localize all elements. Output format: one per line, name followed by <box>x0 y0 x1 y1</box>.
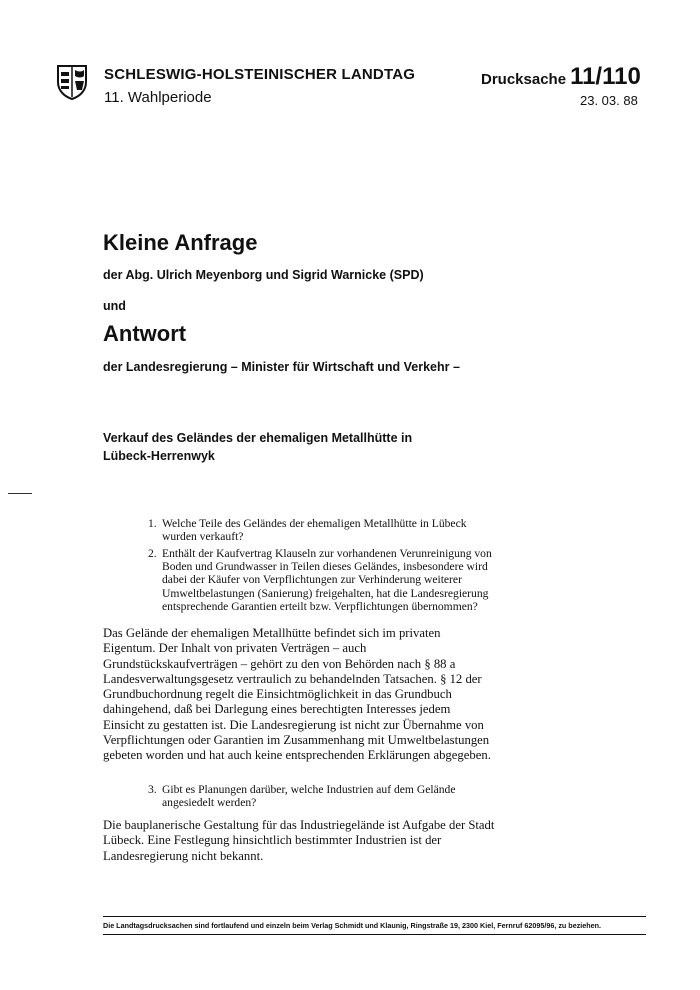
question-text: Welche Teile des Geländes der ehemaligen Metallhütte in Lübeck wurden verkauft? <box>162 517 467 544</box>
responder-line: der Landesregierung – Minister für Wirtschaft und Verkehr – <box>103 360 460 374</box>
question-number: 3. <box>148 783 157 796</box>
footer-rule-top <box>103 916 646 917</box>
document-date: 23. 03. 88 <box>580 93 638 108</box>
subject-heading: Verkauf des Geländes der ehemaligen Metallhütte in Lübeck-Herrenwyk <box>103 431 413 463</box>
drucksache-number: 11/110 <box>570 63 641 90</box>
askers-line: der Abg. Ulrich Meyenborg und Sigrid Warnicke (SPD) <box>103 268 424 282</box>
question-text: Gibt es Planungen darüber, welche Industrien auf dem Gelände angesiedelt werden? <box>162 783 456 810</box>
antwort-heading: Antwort <box>103 321 187 346</box>
drucksache-block <box>481 63 641 91</box>
footer-note: Die Landtagsdrucksachen sind fortlaufend und einzeln beim Verlag Schmidt und Klaunig, Ringstraße 19, 2300 Kiel, Fernruf 62095/96, zu beziehen. <box>103 921 602 930</box>
question-number: 2. <box>148 547 157 560</box>
parliament-name: SCHLESWIG-HOLSTEINISCHER LANDTAG <box>104 66 416 83</box>
drucksache-label: Drucksache <box>481 71 567 88</box>
question-2 <box>148 547 496 613</box>
question-number: 1. <box>148 517 157 530</box>
footer-rule-bottom <box>103 934 646 935</box>
question-3 <box>148 783 478 809</box>
answer-3: Die bauplanerische Gestaltung für das Industriegelände ist Aufgabe der Stadt Lübeck. Eine Festlegung hinsichtlich bestimmter Industrien ist der Landesregierung nicht bekannt. <box>103 818 495 863</box>
answer-1-2: Das Gelände der ehemaligen Metallhütte befindet sich im privaten Eigentum. Der Inhalt von privaten Verträgen – auch Grundstückskaufverträgen – gehört zu den von Behörden nach § 88 a Landesverwaltungsgesetz vertraulich zu behandelnden Tatsachen. § 12 der Grundbuchordnung regelt die Einsichtmöglichkeit in das Grundbuch dahingehend, daß bei Darlegung eines berechtigten Interesses jedem Einsicht zu gestatten ist. Die Landesregierung ist nicht zur Übernahme von Verpflichtungen oder Garantien im Zusammenhang mit Umweltbelastungen gebeten worden und hat auch keine entsprechenden Erklärungen abgegeben. <box>103 626 491 763</box>
und-line: und <box>103 299 126 313</box>
question-text: Enthält der Kaufvertrag Klauseln zur vorhandenen Verunreinigung von Boden und Grundwasser in Teilen dieses Geländes, insbesondere wird dabei der Käufer von Verpflichtungen zur Verhinderung weiterer Umweltbelastungen (Sanierung) freigehalten, hat die Landesregierung entsprechende Garantien erteilt bzw. Verpflichtungen übernommen? <box>162 547 492 613</box>
coat-of-arms-icon <box>56 64 88 100</box>
margin-mark <box>8 493 32 494</box>
legislative-period: 11. Wahlperiode <box>104 89 212 106</box>
kleine-anfrage-heading: Kleine Anfrage <box>103 230 258 255</box>
question-1 <box>148 517 496 543</box>
